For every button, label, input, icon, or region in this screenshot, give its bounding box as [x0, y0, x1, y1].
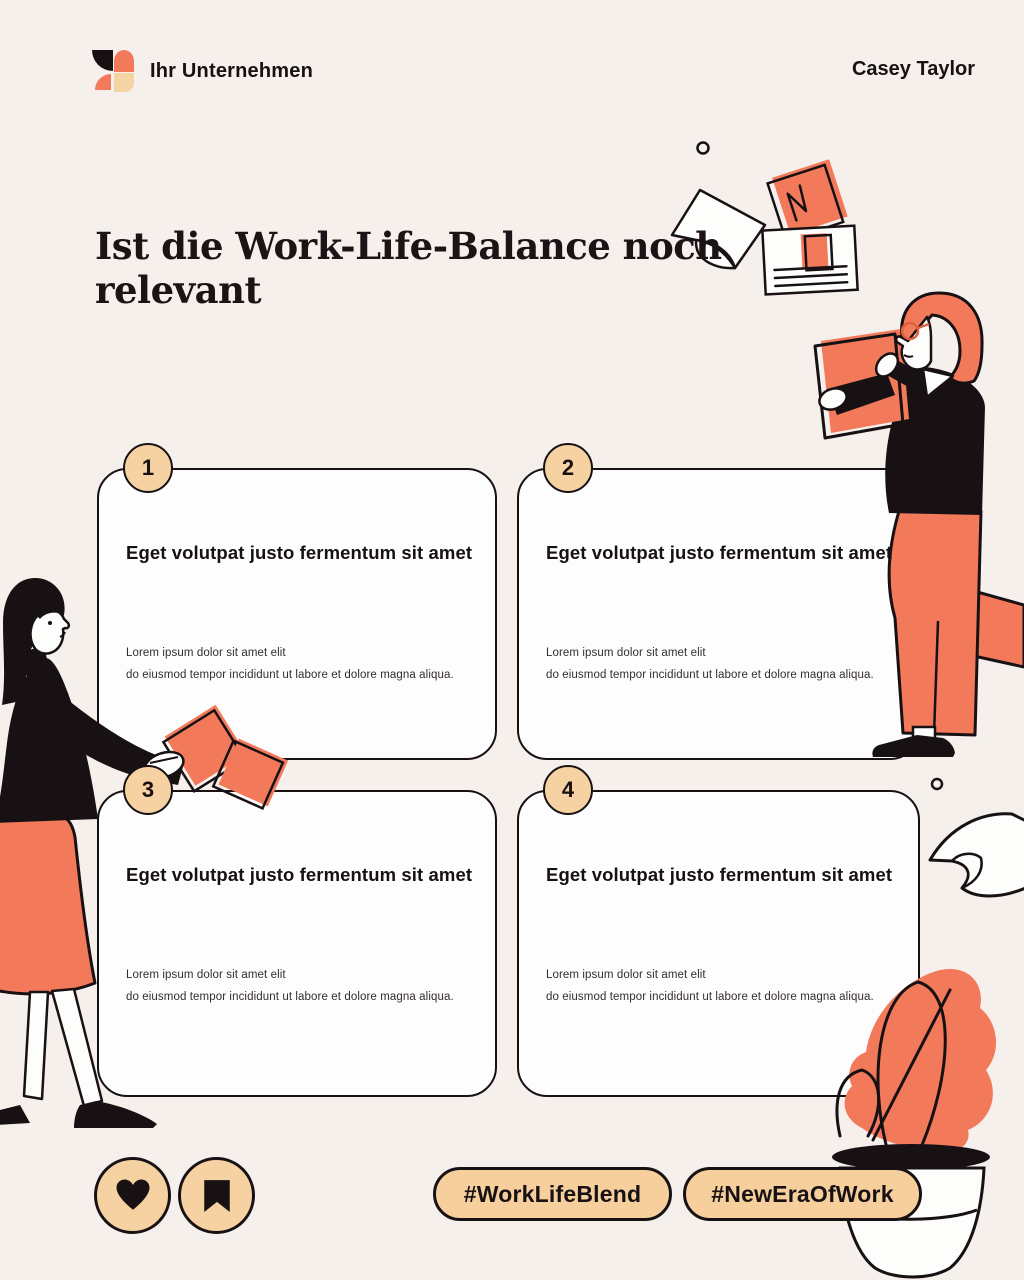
- logo-shape: [95, 74, 111, 90]
- logo-shape: [114, 73, 134, 92]
- logo-shape: [92, 50, 113, 71]
- card-body-line: Lorem ipsum dolor sit amet elit: [546, 969, 706, 981]
- card-body-line: Lorem ipsum dolor sit amet elit: [126, 969, 286, 981]
- falling-paper-illustration: [920, 768, 1024, 918]
- logo-shape: [114, 50, 134, 72]
- dot-decoration: [932, 779, 942, 789]
- card-number-badge: 2: [543, 443, 593, 493]
- card-body-line: do eiusmod tempor incididunt ut labore et dolore magna aliqua.: [546, 991, 874, 1004]
- card-heading: Eget volutpat justo fermentum sit amet: [546, 542, 893, 563]
- card-body-line: do eiusmod tempor incididunt ut labore et dolore magna aliqua.: [546, 669, 874, 682]
- info-card-2: [517, 455, 920, 760]
- brand: [92, 50, 313, 92]
- hashtag-worklifeblend[interactable]: #WorkLifeBlend: [433, 1167, 672, 1221]
- author-name: Casey Taylor: [851, 58, 975, 80]
- header: [0, 0, 1024, 110]
- heart-icon: [115, 1179, 151, 1212]
- card-body: [546, 642, 874, 687]
- brand-name: Ihr Unternehmen: [150, 59, 314, 82]
- card-body: [126, 964, 454, 1009]
- card-body: [126, 642, 454, 687]
- card-content: [99, 470, 495, 758]
- info-card-3: [97, 777, 497, 1097]
- card-body-line: do eiusmod tempor incididunt ut labore et dolore magna aliqua.: [126, 991, 454, 1004]
- hashtag-neweraofwork[interactable]: #NewEraOfWork: [683, 1167, 922, 1221]
- card-number-badge: 4: [543, 765, 593, 815]
- info-card-1: [97, 455, 497, 760]
- card-body-line: Lorem ipsum dolor sit amet elit: [546, 647, 706, 659]
- card-body: [546, 964, 874, 1009]
- brand-logo-icon: [92, 50, 134, 92]
- card-content: [99, 792, 495, 1095]
- info-card-4: [517, 777, 920, 1097]
- page-title: Ist die Work-Life-Balance noch relevant: [95, 224, 722, 312]
- card-number-badge: 3: [123, 765, 173, 815]
- dot-decoration: [698, 143, 709, 154]
- card-body-line: Lorem ipsum dolor sit amet elit: [126, 647, 286, 659]
- card-heading: Eget volutpat justo fermentum sit amet: [126, 542, 473, 563]
- like-button[interactable]: [94, 1157, 171, 1234]
- save-button[interactable]: [178, 1157, 255, 1234]
- card-heading: Eget volutpat justo fermentum sit amet: [126, 864, 473, 885]
- card-number-badge: 1: [123, 443, 173, 493]
- bookmark-icon: [203, 1179, 231, 1213]
- card-content: [519, 792, 918, 1095]
- card-content: [519, 470, 918, 758]
- card-heading: Eget volutpat justo fermentum sit amet: [546, 864, 893, 885]
- card-body-line: do eiusmod tempor incididunt ut labore et dolore magna aliqua.: [126, 669, 454, 682]
